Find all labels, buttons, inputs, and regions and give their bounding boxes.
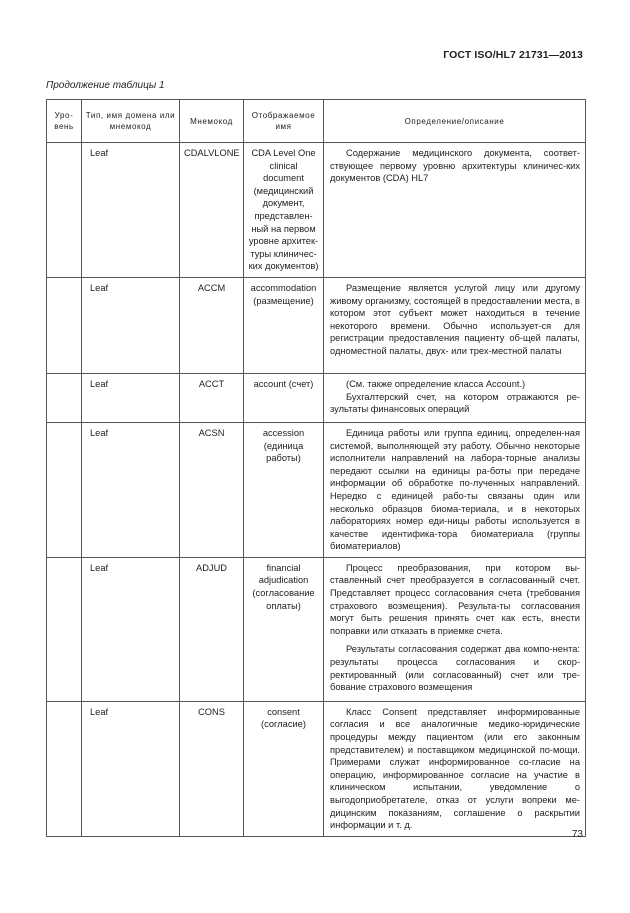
cell-type: Leaf (82, 701, 180, 836)
definition-paragraph: Содержание медицинского документа, соответ-ствующее первому уровню архитектуры клиничес-ких документов (CDA) HL7 (330, 148, 580, 184)
definition-paragraph: (См. также определение класса Account.) (346, 378, 526, 389)
cell-display: financial adjudication (согласование оплаты) (244, 557, 324, 701)
cell-mnemonic: ACSN (180, 422, 244, 557)
col-header-mnemonic: Мнемокод (180, 100, 244, 143)
definition-paragraph: Бухгалтерский счет, на котором отражаются ре-зультаты финансовых операций (330, 391, 580, 415)
definition-paragraph: Размещение является услугой лицу или другому живому организму, состоящей в предоставлении места, в котором этот субъект может находиться в течение некоторого времени. Обычно использует-ся для регистрации предоставления пациенту об-щей палаты, одноместной палаты, двух- или трех-местной палаты (330, 282, 580, 356)
table-row (47, 557, 586, 701)
cell-level (47, 557, 82, 701)
codes-table (46, 99, 586, 837)
cell-definition (324, 143, 586, 278)
definition-paragraph: Процесс преобразования, при котором вы-ставленный счет преобразуется в согласованный счет. Представляет процесс согласования счета (требования страхового возмещения). Результа-ты согласования могут быть решения принять счет как есть, внести поправки или отказать в приемке счета. (330, 562, 580, 636)
table-row (47, 422, 586, 557)
cell-level (47, 143, 82, 278)
cell-display: account (счет) (244, 373, 324, 422)
cell-display: accommodation (размещение) (244, 277, 324, 373)
cell-mnemonic: CDALVLONE (180, 143, 244, 278)
cell-definition (324, 701, 586, 836)
definition-paragraph: Единица работы или группа единиц, определен-ная системой, выполняющей эту работу. Обычно некоторые исполнители направлений на лабора-торные анализы передают ссылки на единицы ра-боты при передаче информации об обработке по-лученных направлений. Нередко с единицей рабо-ты связаны один или несколько образцов биома-териала, и в некоторых лабораториях номер еди-ницы работы используется в качестве идентифика-тора биоматериала (группы биоматериалов) (330, 427, 580, 552)
cell-mnemonic: ACCT (180, 373, 244, 422)
definition-paragraph: Класс Consent представляет информированные согласия и все аналогичные медико-юридические процедуры между пациентом (или его законным представителем) и поставщиком медицинской по-мощи. Примерами служат информированное со-гласие на операцию, информированное согласие на участие в клиническом испытании, уведомление о выгодоприобретателе, отказ от услуги вопреки ме-дицинским показаниям, соглашение о раскрытии информации и т. д. (330, 706, 580, 831)
cell-type: Leaf (82, 277, 180, 373)
cell-mnemonic: ADJUD (180, 557, 244, 701)
table-header-row (47, 100, 586, 143)
cell-level (47, 701, 82, 836)
col-header-level: Уро-вень (47, 100, 82, 143)
cell-display: CDA Level One clinical document (медицинский документ, представлен-ный на первом уровне архитек-туры клиничес-ких документов) (244, 143, 324, 278)
cell-type: Leaf (82, 373, 180, 422)
col-header-type: Тип, имя домена или мнемокод (82, 100, 180, 143)
table-caption: Продолжение таблицы 1 (46, 80, 165, 91)
page-number: 73 (571, 829, 583, 840)
table-row (47, 701, 586, 836)
table-row (47, 373, 586, 422)
col-header-display: Отображаемое имя (244, 100, 324, 143)
cell-display: consent (согласие) (244, 701, 324, 836)
cell-definition (324, 422, 586, 557)
cell-mnemonic: CONS (180, 701, 244, 836)
cell-definition (324, 557, 586, 701)
cell-mnemonic: ACCM (180, 277, 244, 373)
document-header: ГОСТ ISO/HL7 21731—2013 (443, 49, 583, 61)
cell-definition (324, 373, 586, 422)
table-row (47, 143, 586, 278)
cell-type: Leaf (82, 422, 180, 557)
cell-level (47, 277, 82, 373)
cell-display: accession (единица работы) (244, 422, 324, 557)
cell-level (47, 422, 82, 557)
col-header-definition: Определение/описание (324, 100, 586, 143)
cell-definition (324, 277, 586, 373)
cell-type: Leaf (82, 143, 180, 278)
table-row (47, 277, 586, 373)
cell-level (47, 373, 82, 422)
definition-paragraph: Результаты согласования содержат два компо-нента: результаты процесса согласования и скор-ректированный (или согласованный) счет или тре-бование страхового возмещения (330, 644, 580, 693)
cell-type: Leaf (82, 557, 180, 701)
